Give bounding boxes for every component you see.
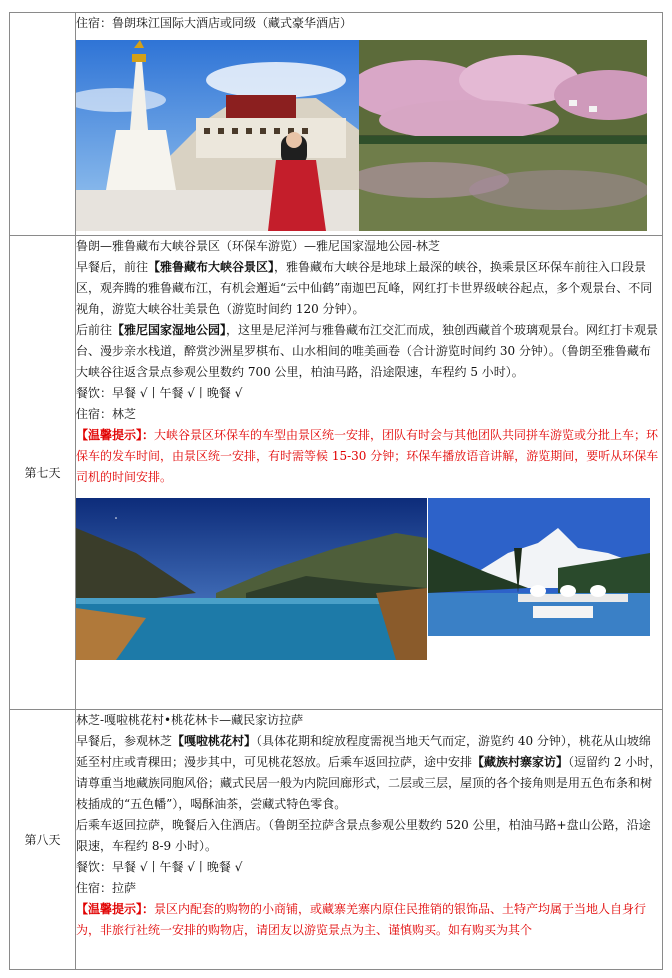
- paragraph: [76, 731, 662, 815]
- day-cell: [10, 13, 76, 236]
- peach-blossom-lake-photo: [359, 40, 647, 231]
- text: ，雅鲁藏布大峡谷是地球上最深的峡谷，换乘景区环保车前往入口段景区，观奔腾的雅鲁藏布江，有机会邂逅“云中仙鹤”南迦巴瓦峰，网红打卡世界级峡谷起点，多个观景台、不同视角，游览大峡谷壮美景色（游览时间约 120 分钟）。: [76, 260, 653, 316]
- potala-palace-photo: [76, 40, 359, 231]
- highlight-site: 【藏族村寨家访】: [472, 755, 569, 769]
- text: 早餐后，参观林芝: [76, 734, 173, 748]
- accommodation-line: 住宿：鲁朗珠江国际大酒店或同级（藏式豪华酒店）: [76, 16, 353, 30]
- tip: [76, 425, 662, 488]
- table-row: [10, 13, 663, 236]
- table-row: [10, 236, 663, 710]
- tip: [76, 899, 662, 941]
- paragraph: [76, 257, 662, 320]
- table-row: [10, 710, 663, 970]
- tip-text: 景区内配套的购物的小商铺，或藏寨羌寨内原住民推销的银饰品、土特产均属于当地人自身行为，非旅行社统一安排的购物店，请团友以游览景点为主、谨慎购买。如有购买为其个: [76, 902, 647, 937]
- highlight-site: 【嘎啦桃花村】: [172, 734, 257, 748]
- accommodation-line: 住宿：拉萨: [76, 881, 137, 895]
- meals-line: 餐饮：早餐 √丨午餐 √丨晚餐 √: [76, 860, 243, 874]
- day-content: [76, 710, 663, 970]
- photo-strip: [76, 498, 662, 660]
- tip-label: 【温馨提示】：: [76, 428, 155, 442]
- accommodation-line: 住宿：林芝: [76, 407, 137, 421]
- highlight-site: 【雅尼国家湿地公园】: [112, 323, 227, 337]
- itinerary-sheet: [9, 12, 663, 970]
- meals-line: 餐饮：早餐 √丨午餐 √丨晚餐 √: [76, 386, 243, 400]
- paragraph: [76, 320, 662, 383]
- route-line: 鲁朗—雅鲁藏布大峡谷景区（环保车游览）—雅尼国家湿地公园-林芝: [76, 239, 441, 253]
- tip-text: 大峡谷景区环保车的车型由景区统一安排，团队有时会与其他团队共同拼车游览或分批上车；环保车的发车时间，由景区统一安排，有时需等候 15-30 分钟；环保车播放语音讲解，游览期间，要听从环保车司机的时间安排。: [76, 428, 659, 484]
- tip-label: 【温馨提示】：: [76, 902, 155, 916]
- day-content: [76, 13, 663, 236]
- river-valley-photo: [76, 498, 427, 660]
- itinerary-table: [9, 12, 663, 970]
- route-line: 林芝-嘎啦桃花村•桃花林卡—藏民家访拉萨: [76, 713, 304, 727]
- day-content: [76, 236, 663, 710]
- text: （逗留约 2 小时，请尊重当地藏族同胞风俗；藏式民居一般为内院回廊形式，二层或三层，屋顶的各个接角则是用五色布条和树枝插成的“五色幡”），喝酥油茶，尝藏式特色零食。: [76, 755, 662, 811]
- highlight-site: 【雅鲁藏布大峡谷景区】: [148, 260, 275, 274]
- text: 早餐后，前往: [76, 260, 149, 274]
- lakeside-tents-photo: [428, 498, 650, 636]
- day-cell: 第七天: [10, 236, 76, 710]
- day-cell: 第八天: [10, 710, 76, 970]
- text: ，这里是尼洋河与雅鲁藏布江交汇而成，独创西藏首个玻璃观景台。网红打卡观景台、漫步亲水栈道，醉赏沙洲星罗棋布、山水相间的唯美画卷（合计游览时间约 30 分钟）。（鲁朗至雅鲁藏布大峡谷往返含景点参观公里数约 700 公里，柏油马路，沿途限速，车程约 5 小时）。: [76, 323, 659, 379]
- photo-strip: [76, 40, 662, 231]
- text: 后前往: [76, 323, 113, 337]
- text: （具体花期和绽放程度需视当地天气而定，游览约 40 分钟），桃花从山坡绵延至村庄或青稞田；漫步其中，可见桃花怒放。后乘车返回拉萨，途中安排: [76, 734, 651, 769]
- paragraph: 后乘车返回拉萨，晚餐后入住酒店。（鲁朗至拉萨含景点参观公里数约 520 公里，柏油马路+盘山公路，沿途限速，车程约 8-9 小时）。: [76, 818, 651, 853]
